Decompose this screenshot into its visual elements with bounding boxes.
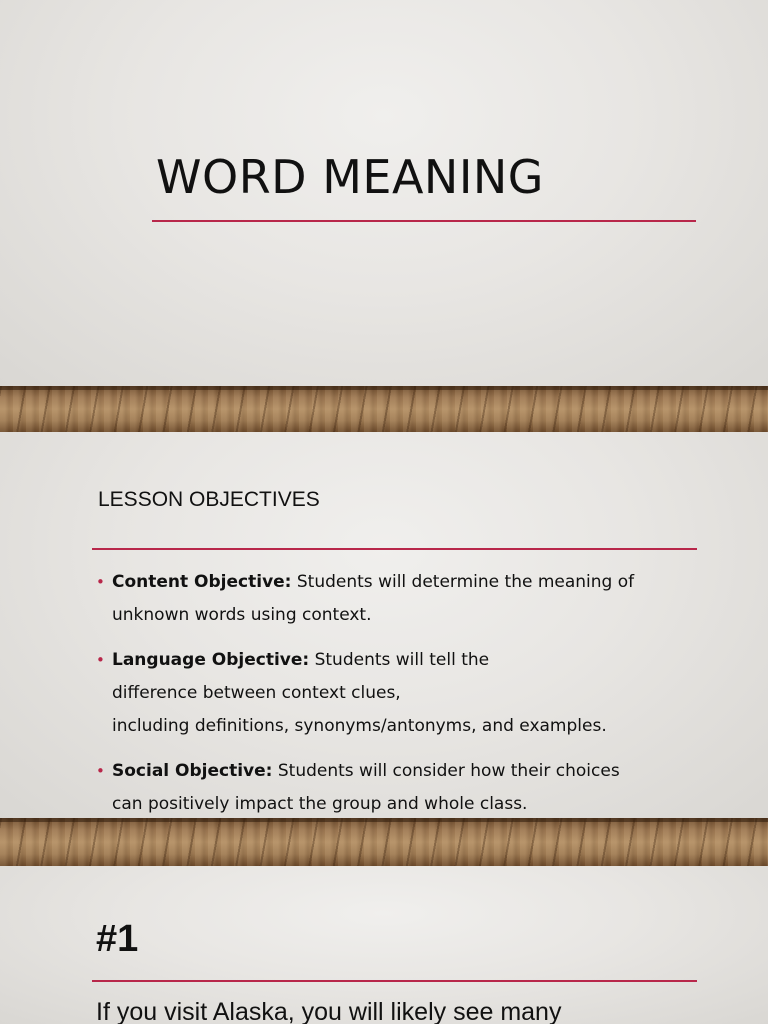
slide-title: WORD MEANING bbox=[156, 150, 544, 204]
list-item bbox=[96, 566, 696, 632]
objective-text: including definitions, synonyms/antonyms, and examples. bbox=[112, 716, 607, 736]
title-divider bbox=[92, 548, 697, 550]
title-divider bbox=[92, 980, 697, 982]
objective-text: Students will tell the bbox=[314, 650, 490, 670]
bullet-icon: • bbox=[96, 573, 105, 591]
bullet-icon: • bbox=[96, 651, 105, 669]
slide-title: #1 bbox=[96, 918, 139, 960]
objective-text: difference between context clues, bbox=[112, 683, 401, 703]
title-slide bbox=[0, 0, 768, 386]
wood-floor-divider bbox=[0, 386, 768, 432]
objective-text: can positively impact the group and whole class. bbox=[112, 794, 528, 814]
objective-text: unknown words using context. bbox=[112, 605, 372, 625]
list-item bbox=[96, 644, 696, 743]
list-item bbox=[96, 755, 696, 818]
slide-title: LESSON OBJECTIVES bbox=[98, 488, 320, 511]
bullet-icon: • bbox=[96, 762, 105, 780]
objective-text: Students will determine the meaning of bbox=[296, 572, 635, 592]
objectives-slide bbox=[0, 432, 768, 818]
wood-floor-divider bbox=[0, 818, 768, 866]
objective-label: Language Objective: bbox=[112, 650, 310, 670]
question-slide bbox=[0, 866, 768, 1024]
objectives-list bbox=[96, 566, 696, 818]
question-text: If you visit Alaska, you will likely see many bbox=[96, 998, 562, 1024]
objective-label: Content Objective: bbox=[112, 572, 292, 592]
title-divider bbox=[152, 220, 696, 222]
objective-text: Students will consider how their choices bbox=[277, 761, 620, 781]
objective-label: Social Objective: bbox=[112, 761, 273, 781]
